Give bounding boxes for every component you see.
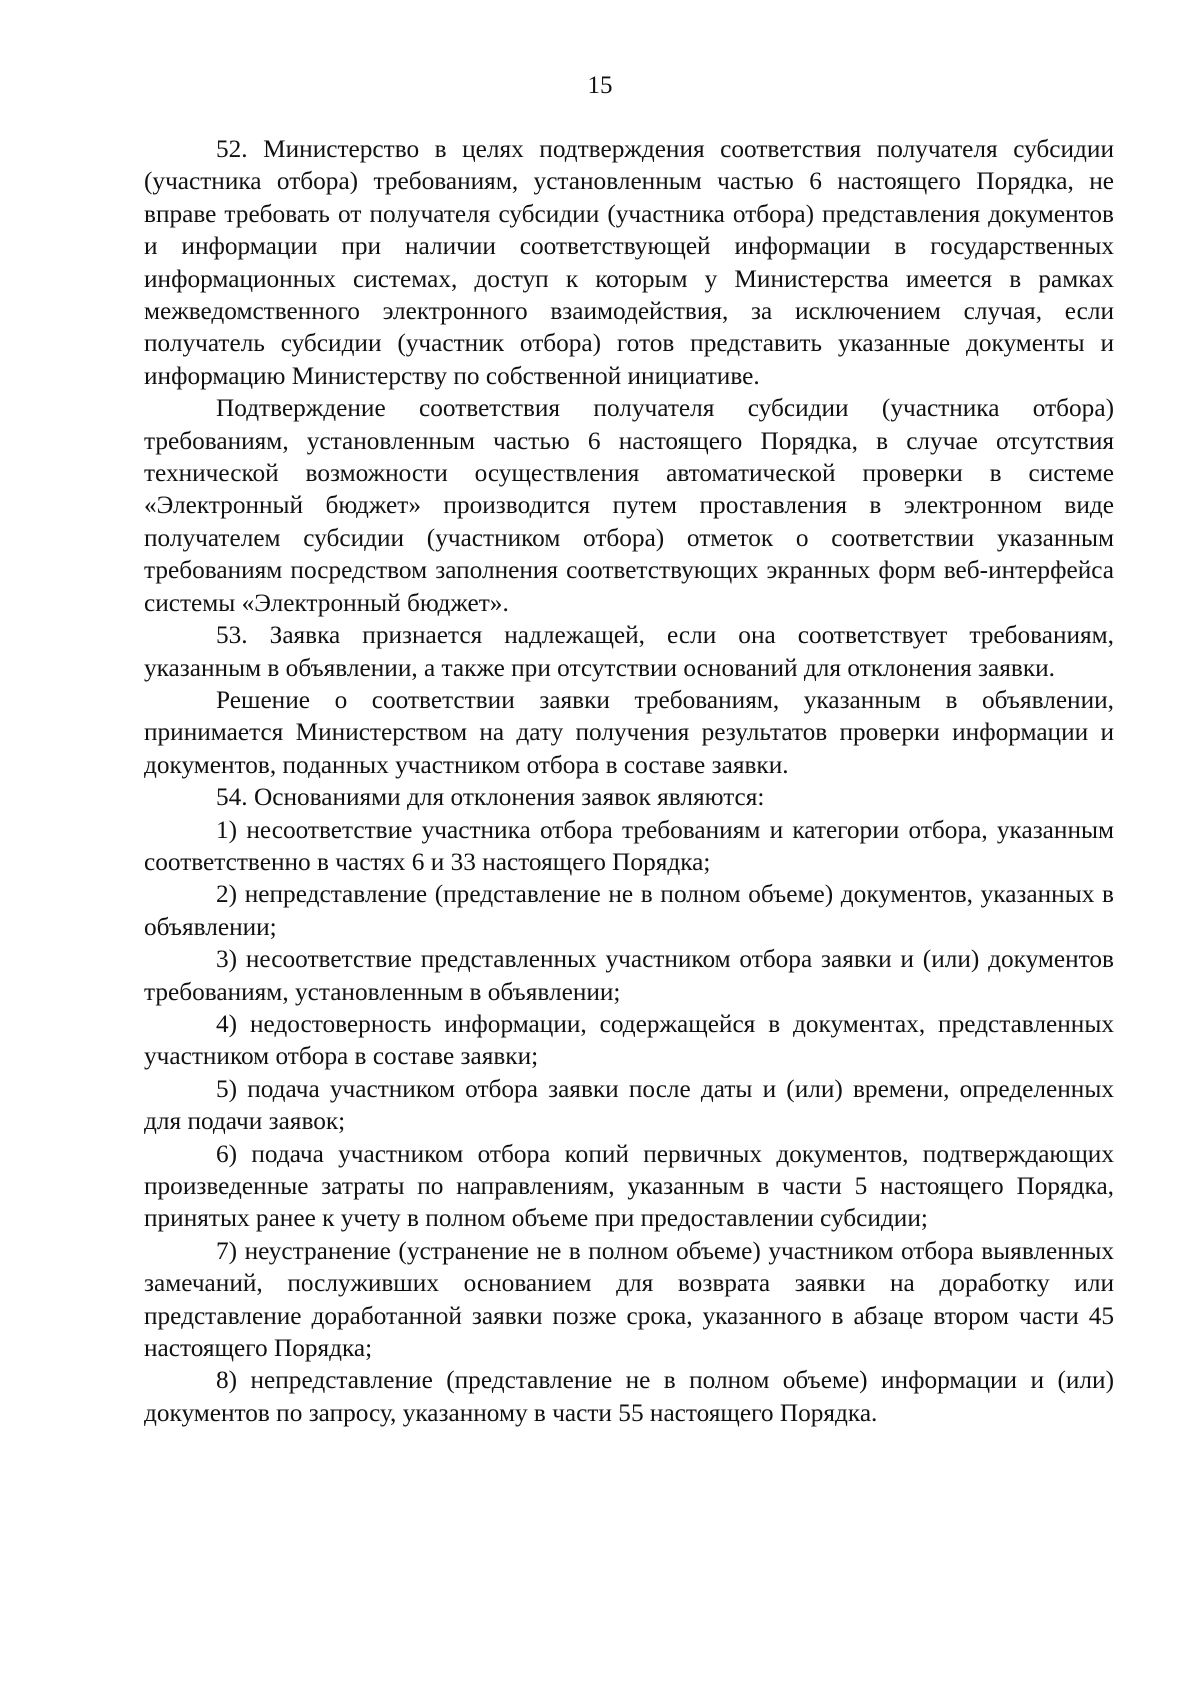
list-item-1: 1) несоответствие участника отбора требованиям и категории отбора, указанным соответственно в частях 6 и 33 настоящего Порядка; xyxy=(144,815,1114,876)
list-item-5: 5) подача участником отбора заявки после даты и (или) времени, определенных для подачи заявок; xyxy=(144,1074,1114,1136)
list-item-2: 2) непредставление (представление не в полном объеме) документов, указанных в объявлении; xyxy=(144,880,1114,941)
list-item-7: 7) неустранение (устранение не в полном объеме) участником отбора выявленных замечаний, послуживших основанием для возврата заявки на доработку или представление доработанной заявки позже срока, указанного в абзаце втором части 45 настоящего Порядка; xyxy=(144,1236,1114,1363)
list-item-8: 8) непредставление (представление не в полном объеме) информации и (или) документов по запросу, указанному в части 55 настоящего Порядка. xyxy=(144,1366,1114,1427)
paragraph-54: 54. Основаниями для отклонения заявок являются: xyxy=(216,783,765,812)
page-number: 15 xyxy=(587,72,613,99)
list-item-4: 4) недостоверность информации, содержащейся в документах, представленных участником отбора в составе заявки; xyxy=(144,1009,1114,1071)
document-body xyxy=(144,133,1114,1429)
paragraph-53-decision: Решение о соответствии заявки требованиям, указанным в объявлении, принимается Министерством на дату получения результатов проверки информации и документов, поданных участником отбора в составе заявки. xyxy=(144,685,1114,779)
paragraph-52-confirmation: Подтверждение соответствия получателя субсидии (участника отбора) требованиям, установленным частью 6 настоящего Порядка, в случае отсутствия технической возможности осуществления автоматической проверки в системе «Электронный бюджет» производится путем проставления в электронном виде получателем субсидии (участником отбора) отметок о соответствии указанным требованиям посредством заполнения соответствующих экранных форм веб-интерфейса системы «Электронный бюджет». xyxy=(144,394,1114,617)
list-item-6: 6) подача участником отбора копий первичных документов, подтверждающих произведенные затраты по направлениям, указанным в части 5 настоящего Порядка, принятых ранее к учету в полном объеме при предоставлении субсидии; xyxy=(144,1139,1114,1233)
paragraph-53: 53. Заявка признается надлежащей, если она соответствует требованиям, указанным в объявлении, а также при отсутствии оснований для отклонения заявки. xyxy=(144,621,1114,682)
list-item-3: 3) несоответствие представленных участником отбора заявки и (или) документов требованиям, установленным в объявлении; xyxy=(144,945,1114,1006)
paragraph-52: 52. Министерство в целях подтверждения соответствия получателя субсидии (участника отбора) требованиям, установленным частью 6 настоящего Порядка, не вправе требовать от получателя субсидии (участника отбора) представления документов и информации при наличии соответствующей информации в государственных информационных системах, доступ к которым у Министерства имеется в рамках межведомственного электронного взаимодействия, за исключением случая, если получатель субсидии (участник отбора) готов представить указанные документы и информацию Министерству по собственной инициативе. xyxy=(144,135,1114,390)
